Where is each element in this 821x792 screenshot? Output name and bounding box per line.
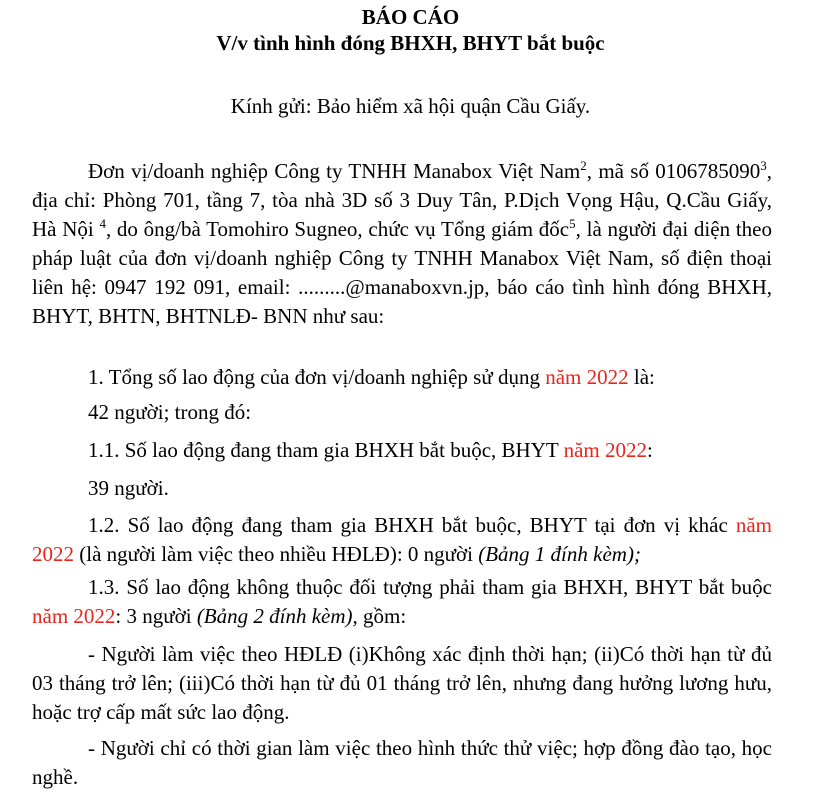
intro-paragraph [32,157,772,331]
footnote-ref-2: 2 [580,158,587,173]
bullet-item-2: - Người chỉ có thời gian làm việc theo hình thức thử việc; hợp đồng đào tạo, học nghề. [32,736,772,789]
greeting-line: Kính gửi: Bảo hiểm xã hội quận Cầu Giấy. [230,94,591,118]
section-1-2-suffix: (là người làm việc theo nhiều HĐLĐ): 0 người [74,542,479,566]
section-1-2-year: năm 2022 [32,513,772,566]
section-1-2-text: 1.2. Số lao động đang tham gia BHXH bắt buộc, BHYT tại đơn vị khác [88,513,736,537]
section-1-1-heading [88,436,653,465]
section-1-year: năm 2022 [545,365,629,389]
section-1-3-end: gồm: [357,604,407,628]
intro-text-5: , là người đại diện theo pháp luật của đơn vị/doanh nghiệp Công ty TNHH Manabox Việt Nam, số điện thoại liên hệ: 0947 192 091, email: .........@manaboxvn.jp, báo cáo tình hình đóng BHXH, BHYT, BHTN, BHTNLĐ- BNN như sau: [32,217,772,328]
intro-text-2: , mã số 0106785090 [586,159,761,183]
section-1-count: 42 người; trong đó: [88,400,252,424]
section-1-2-paragraph [32,511,772,569]
intro-text-1: Đơn vị/doanh nghiệp Công ty TNHH Manabox Việt Nam [88,159,581,183]
intro-text-3: , địa chỉ: Phòng 701, tầng 7, tòa nhà 3D số 3 Duy Tân, P.Dịch Vọng Hậu, Q.Cầu Giấy, Hà Nội [32,159,772,241]
section-1-3-suffix: : 3 người [115,604,197,628]
section-1-1-year: năm 2022 [563,438,647,462]
section-1-text: 1. Tổng số lao động của đơn vị/doanh nghiệp sử dụng [88,365,546,389]
footnote-ref-4: 4 [99,216,106,231]
section-1-suffix: là: [628,365,655,389]
footnote-ref-3: 3 [760,158,767,173]
section-1-1-text: 1.1. Số lao động đang tham gia BHXH bắt buộc, BHYT [88,438,564,462]
section-1-2-attachment: (Bảng 1 đính kèm); [478,542,641,566]
section-1-heading [88,363,655,392]
report-title: BÁO CÁO [361,5,460,29]
section-1-3-text: 1.3. Số lao động không thuộc đối tượng phải tham gia BHXH, BHYT bắt buộc [88,575,772,599]
footnote-ref-5: 5 [569,216,576,231]
section-1-1-suffix: : [646,438,653,462]
report-subtitle: V/v tình hình đóng BHXH, BHYT bắt buộc [216,31,605,55]
intro-text-4: , do ông/bà Tomohiro Sugneo, chức vụ Tổng giám đốc [105,217,570,241]
section-1-3-attachment: (Bảng 2 đính kèm), [196,604,358,628]
bullet-item-1: - Người làm việc theo HĐLĐ (i)Không xác định thời hạn; (ii)Có thời hạn từ đủ 03 tháng trở lên; (iii)Có thời hạn từ đủ 01 tháng trở lên, nhưng đang hưởng lương hưu, hoặc trợ cấp mất sức lao động. [32,642,772,724]
section-1-3-paragraph [32,573,772,631]
section-1-1-count: 39 người. [88,476,169,500]
section-1-3-year: năm 2022 [32,604,116,628]
